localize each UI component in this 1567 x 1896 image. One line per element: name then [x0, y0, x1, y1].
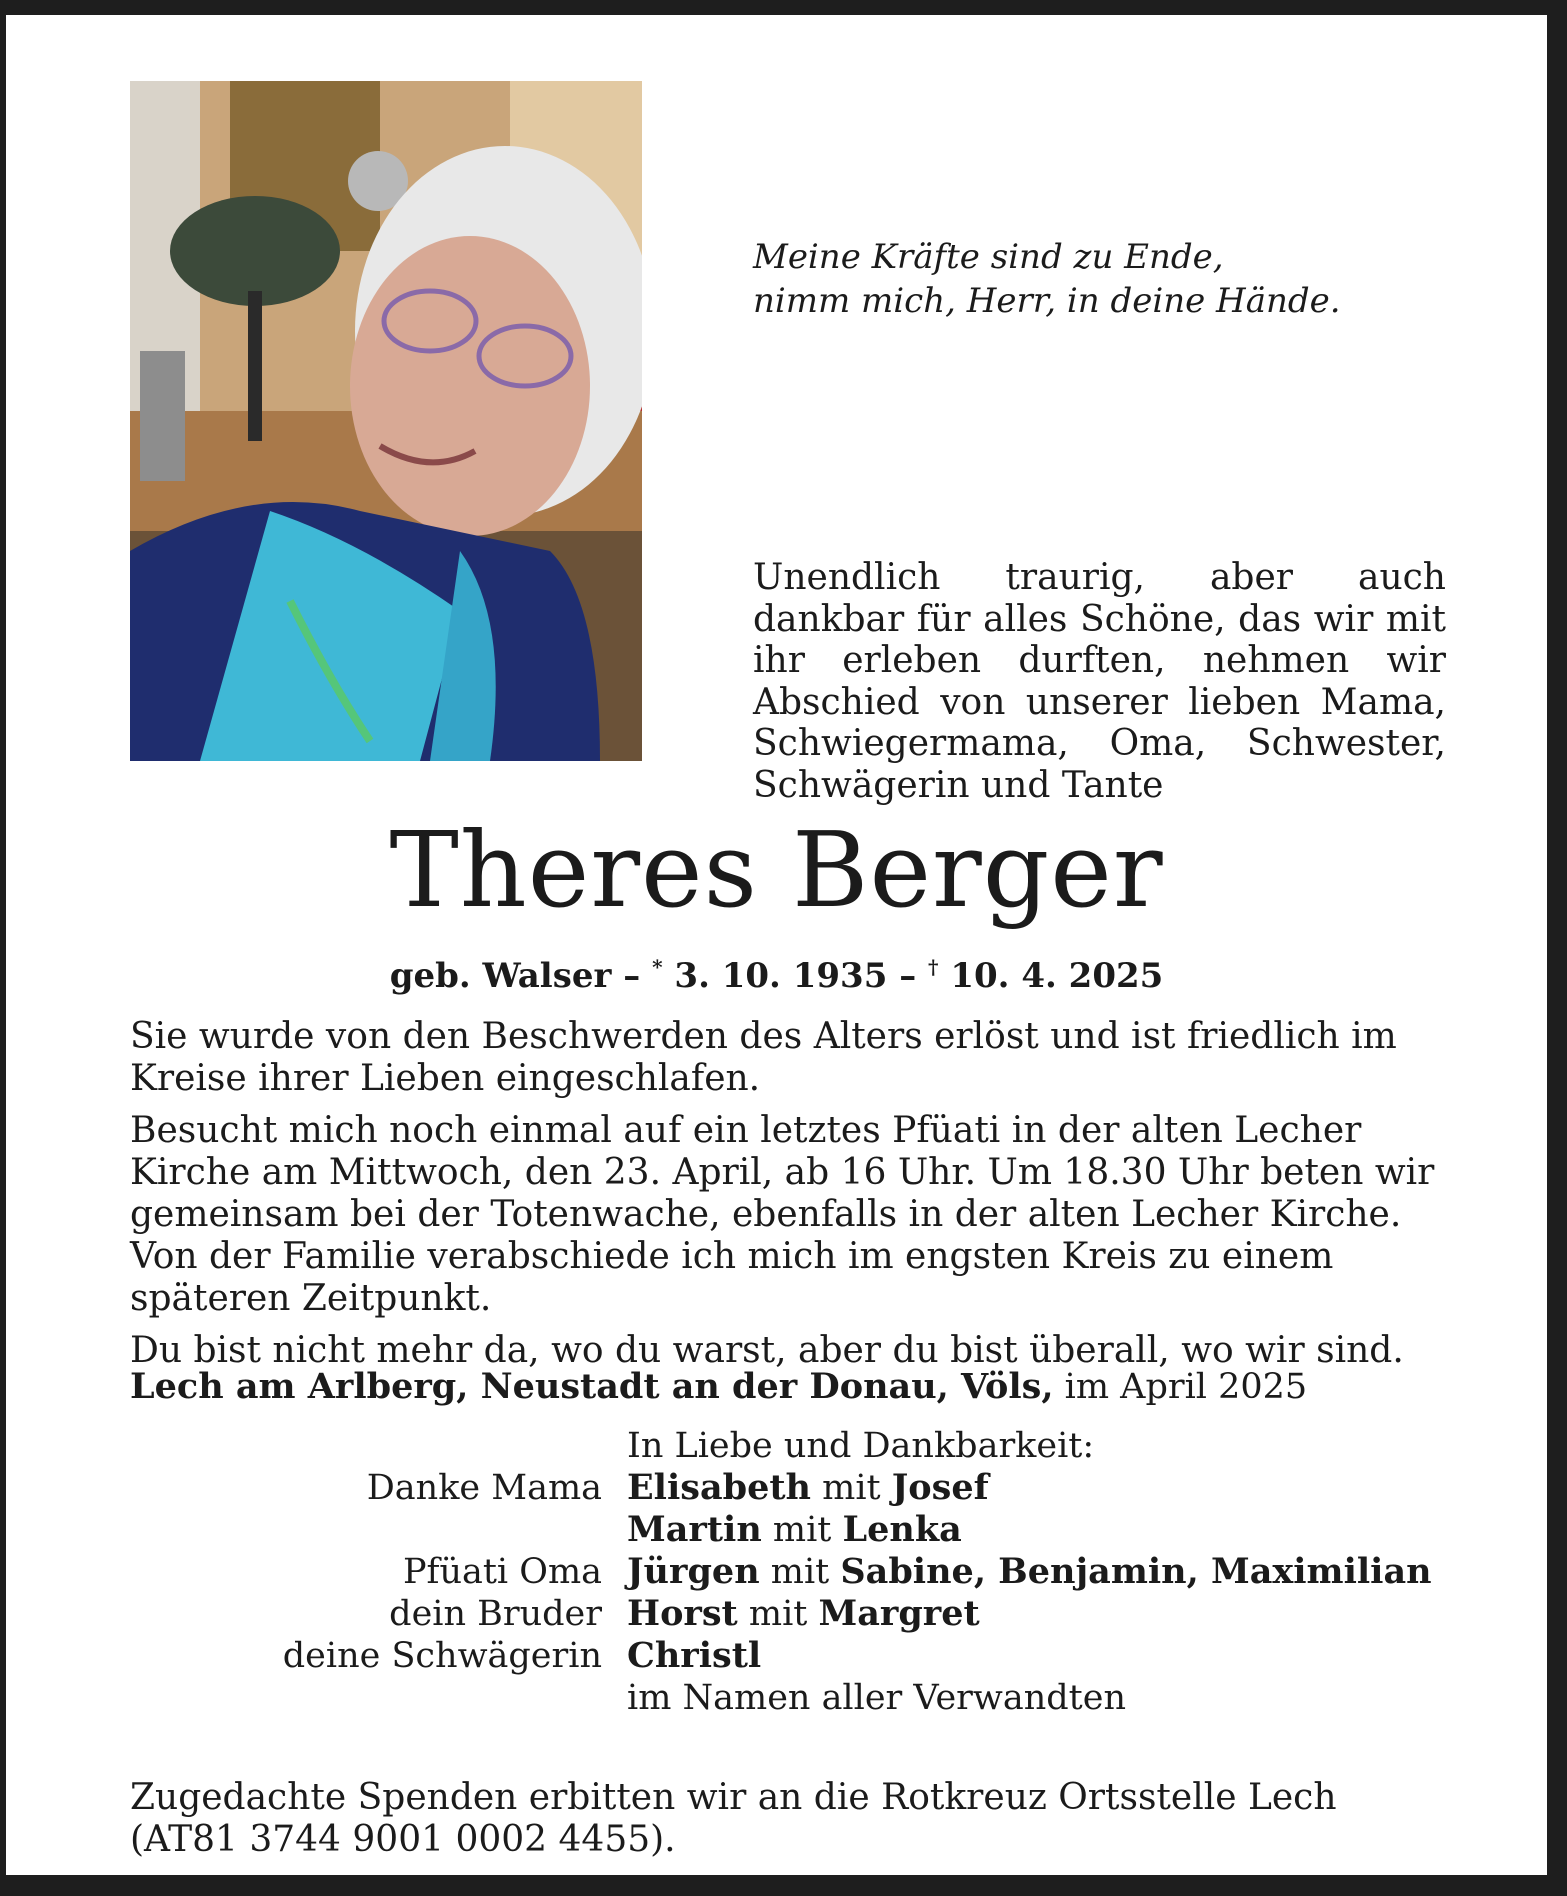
month-year: im April 2025 — [1064, 1367, 1308, 1407]
mourner-name: Elisabeth — [627, 1467, 812, 1508]
signature-label: Pfüati Oma — [402, 1552, 602, 1592]
conjunction: mit — [772, 1510, 832, 1550]
signature-row — [130, 1635, 1448, 1677]
donation-note: Zugedachte Spenden erbitten wir an die Rotkreuz Ortsstelle Lech (AT81 3744 9001 0002 4455). — [130, 1777, 1337, 1860]
conjunction: mit — [770, 1552, 830, 1592]
mourner-name: Lenka — [842, 1509, 962, 1550]
signature-label: dein Bruder — [389, 1594, 602, 1634]
deceased-name: Theres Berger — [389, 809, 1164, 931]
portrait-photo — [130, 81, 642, 761]
mourner-name: Martin — [627, 1509, 762, 1550]
portrait-icon — [130, 81, 642, 761]
mourner-name: Margret — [818, 1593, 980, 1634]
signature-row — [130, 1551, 1448, 1593]
birth-date: 3. 10. 1935 — [674, 956, 888, 996]
signature-label: Danke Mama — [366, 1468, 602, 1508]
signature-heading: In Liebe und Dankbarkeit: — [627, 1426, 1095, 1466]
signature-label: deine Schwägerin — [282, 1636, 602, 1676]
quote-line: Meine Kräfte sind zu Ende, — [753, 237, 1224, 277]
place-date-line — [130, 1365, 1448, 1409]
quote-line: nimm mich, Herr, in deine Hände. — [753, 281, 1341, 321]
mourner-name: Josef — [891, 1467, 989, 1508]
signature-row — [130, 1509, 1448, 1551]
conjunction: mit — [748, 1594, 808, 1634]
signature-block — [130, 1425, 1448, 1719]
mourner-name: Christl — [627, 1635, 762, 1676]
signature-label — [130, 1509, 627, 1551]
paragraph: Du bist nicht mehr da, wo du warst, aber du bist überall, wo wir sind. — [130, 1330, 1404, 1371]
intro-text: Unendlich traurig, aber auch dankbar für alles Schöne, das wir mit ihr erleben durften, nehmen wir Abschied von unserer lieben Mama, Schwiegermama, Oma, Schwester, Schwägerin und Tante — [753, 557, 1446, 806]
obituary-page — [6, 15, 1547, 1875]
life-dates: geb. Walser – * 3. 10. 1935 – † 10. 4. 2025 — [389, 955, 1164, 996]
mourner-name: Horst — [627, 1593, 738, 1634]
death-date: 10. 4. 2025 — [950, 956, 1164, 996]
paragraph: Sie wurde von den Beschwerden des Alters erlöst und ist friedlich im Kreise ihrer Lieben eingeschlafen. — [130, 1016, 1397, 1099]
signature-row — [130, 1593, 1448, 1635]
signature-footer: im Namen aller Verwandten — [627, 1678, 1126, 1718]
body-text — [130, 1016, 1448, 1382]
mourner-name: Sabine, Benjamin, Maximilian — [840, 1551, 1432, 1592]
conjunction: mit — [822, 1468, 881, 1508]
quote — [753, 235, 1453, 323]
places: Lech am Arlberg, Neustadt an der Donau, Völs, — [130, 1366, 1054, 1407]
born-name: geb. Walser — [389, 956, 612, 996]
birth-symbol: * — [652, 955, 663, 979]
paragraph: Besucht mich noch einmal auf ein letztes Pfüati in der alten Lecher Kirche am Mittwoch, den 23. April, ab 16 Uhr. Um 18.30 Uhr beten wir gemeinsam bei der Totenwache, ebenfalls in der alten Lecher Kirche. Von der Familie verabschiede ich mich im engsten Kreis zu einem späteren Zeitpunkt. — [130, 1110, 1435, 1319]
death-symbol: † — [928, 955, 939, 979]
mourner-name: Jürgen — [627, 1551, 760, 1592]
signature-row — [130, 1467, 1448, 1509]
